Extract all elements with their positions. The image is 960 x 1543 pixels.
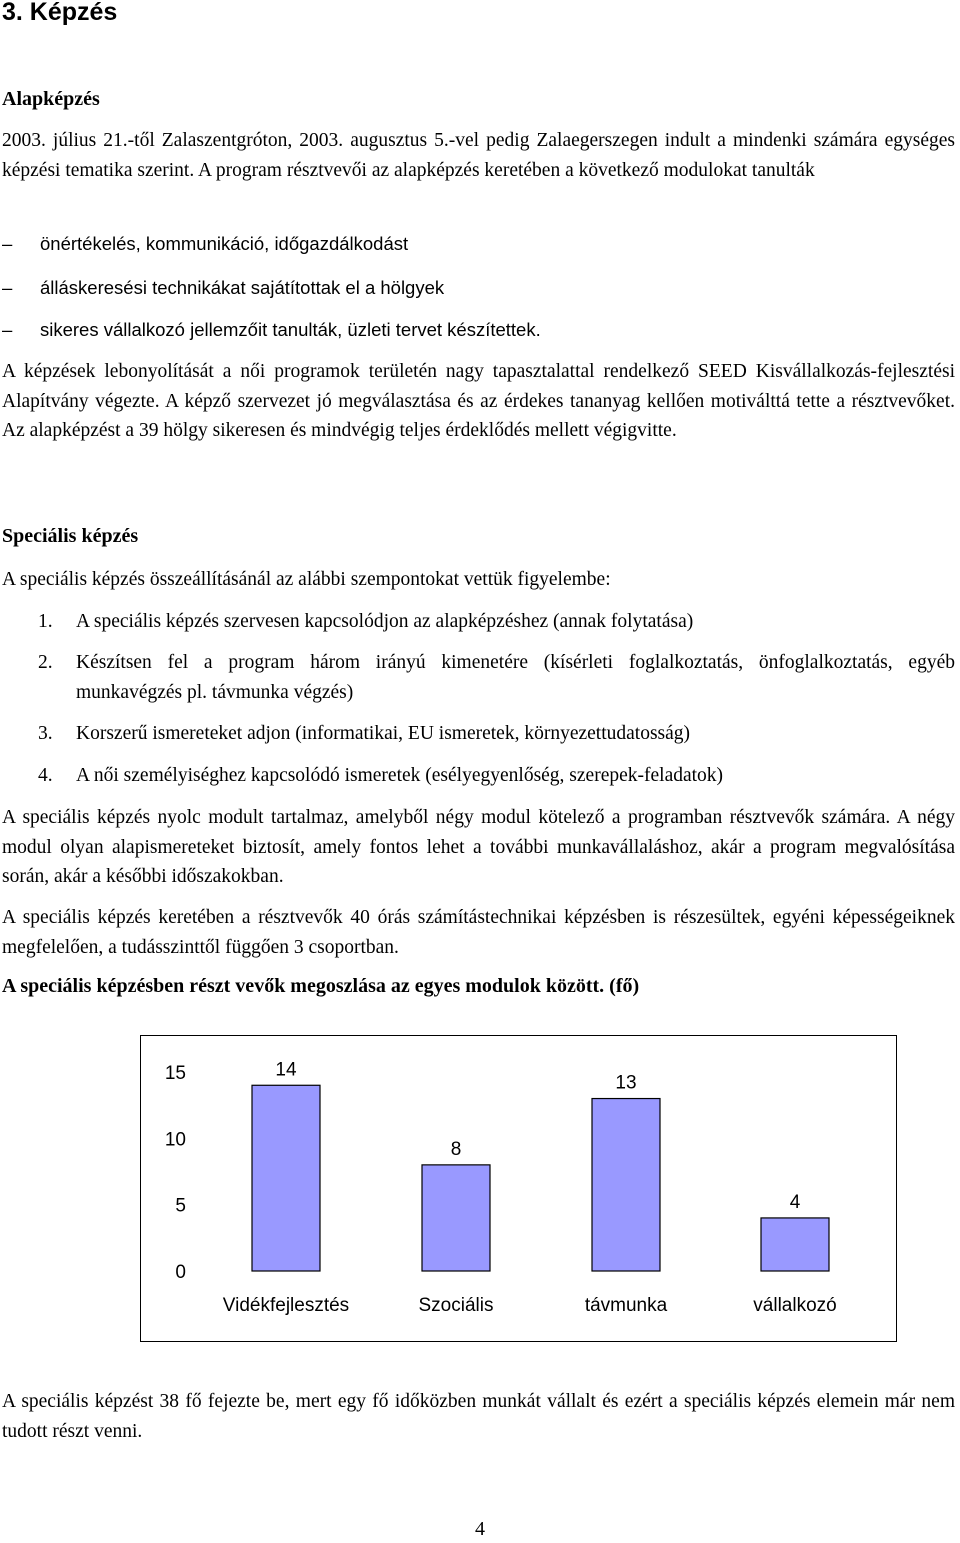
data-label: 14 [275,1059,297,1081]
document-page: 3. Képzés Alapképzés 2003. július 21.-től Zalaszentgróton, 2003. augusztus 5.-vel pedig Zalaegerszegen indult a mindenki számára egységes képzési tematika szerint. A program résztvevői az alapképzés keretében a következő modulokat tanulták – önértékelés, kommunikáció, időgazdálkodást – álláskeresési technikákat sajátítottak el a hölgyek – sikeres vállalkozó jellemzőit tanulták, üzleti tervet készítettek. A képzések lebonyolítását a női programok területén nagy tapasztalattal rendelkező SEED Kisvállalkozás-fejlesztési Alapítvány végezte. A képző szervezet jó megválasztása és az érdekes tananyag kellően motiválttá tette a résztvevőket. Az alapképzést a 39 hölgy sikeresen és mindvégig teljes érdeklődés mellett végigvitte. Speciális képzés A speciális képzés összeállításánál az alábbi szempontokat vettük figyelembe: 1. A speciális képzés szervesen kapcsolódjon az alapképzéshez (annak folytatása) 2. Készítsen fel a program három irányú kimenetére (kísérleti foglalkoztatás, önfoglalkoztatás, egyéb munkavégzés pl. távmunka végzés) 3. Korszerű ismereteket adjon (informatikai, EU ismeretek, környezettudatosság) 4. A női személyiséghez kapcsolódó ismeretek (esélyegyenlőség, szerepek-feladatok) A speciális képzés nyolc modult tartalmaz, amelyből négy modul kötelező a programban résztvevők számára. A négy modul olyan alapismereteket biztosít, amely fontos lehet a további munkavállaláshoz, akár a program megvalósítása során, akár a későbbi időszakokban. A speciális képzés keretében a résztvevők 40 órás számítástechnikai képzésben is részesültek, egyéni képességeiknek megfelelően, a tudásszinttől függően 3 csoportban. A speciális képzésben részt vevők megoszlása az egyes modulok között. (fő) 0 5 10 15 14 Vidékfejlesztés 8 Szociális 13 távmunka 4 vállalkozó A speciális képzést 38 fő fejezte be, mert egy fő időközben munkát vállalt és ezért a speciális képzés elemein már nem tudott részt venni. 4 [0,0,960,1543]
section-heading: 3. Képzés [2,0,118,26]
alap-intro-paragraph: 2003. július 21.-től Zalaszentgróton, 2003. augusztus 5.-vel pedig Zalaegerszegen indult a mindenki számára egységes képzési tematika szerint. A program résztvevői az alapképzés keretében a következő modulokat tanulták [2,130,955,181]
bar [252,1085,320,1271]
y-tick-label: 15 [164,1063,186,1084]
alap-paragraph-2: A képzések lebonyolítását a női programok területén nagy tapasztalattal rendelkező SEED Kisvállalkozás-fejlesztési Alapítvány végezte. A képző szervezet jó megválasztása és az érdekes tananyag kellően motiválttá tette a résztvevőket. Az alapképzést a 39 hölgy sikeresen és mindvégig teljes érdeklődés mellett végigvitte. [2,361,955,441]
y-tick-label: 10 [164,1129,186,1151]
data-label: 13 [615,1072,637,1094]
bar [592,1099,660,1271]
bar [422,1165,490,1271]
item-text: A női személyiséghez kapcsolódó ismeretek (esélyegyenlőség, szerepek-feladatok) [76,765,724,786]
item-text: A speciális képzés szervesen kapcsolódjon az alapképzéshez (annak folytatása) [76,611,694,632]
spec-paragraph-1: A speciális képzés nyolc modult tartalmaz, amelyből négy modul kötelező a programban résztvevők számára. A négy modul olyan alapismereteket biztosít, amely fontos lehet a további munkavállaláshoz, akár a program megvalósítása során, akár a későbbi időszakokban. [2,807,955,887]
item-number: 1. [38,611,53,632]
data-label: 8 [450,1138,462,1160]
bullet-text: sikeres vállalkozó jellemzőit tanulták, üzleti tervet készítettek. [40,319,541,340]
closing-paragraph: A speciális képzést 38 fő fejezte be, mert egy fő időközben munkát vállalt és ezért a speciális képzés elemein már nem tudott részt venni. [2,1391,955,1442]
data-label: 4 [789,1191,801,1213]
bullet-text: álláskeresési technikákat sajátítottak el a hölgyek [40,277,445,298]
item-text: Korszerű ismereteket adjon (informatikai, EU ismeretek, környezettudatosság) [76,723,691,744]
x-tick-label: Vidékfejlesztés [222,1295,350,1316]
item-number: 4. [38,765,53,786]
subheading-alapkepzes: Alapképzés [2,88,100,110]
item-text: Készítsen fel a program három irányú kimenetére (kísérleti foglalkoztatás, önfoglalkoztatás, egyéb munkavégzés pl. távmunka végzés) [76,652,955,703]
chart-heading: A speciális képzésben részt vevők megoszlása az egyes modulok között. (fő) [2,975,640,997]
spec-intro-paragraph: A speciális képzés összeállításánál az alábbi szempontokat vettük figyelembe: [2,569,611,590]
page-number: 4 [475,1518,485,1540]
item-number: 2. [38,652,53,673]
x-tick-label: vállalkozó [753,1295,837,1316]
spec-paragraph-2: A speciális képzés keretében a résztvevők 40 órás számítástechnikai képzésben is részesültek, egyéni képességeiknek megfelelően, a tudásszinttől függően 3 csoportban. [2,907,955,958]
y-tick-label: 5 [175,1195,186,1217]
subheading-specialis: Speciális képzés [2,525,139,547]
x-tick-label: Szociális [418,1295,494,1316]
bullet-text: önértékelés, kommunikáció, időgazdálkodást [40,233,409,254]
x-tick-label: távmunka [584,1295,668,1316]
y-tick-label: 0 [175,1262,186,1283]
item-number: 3. [38,723,53,744]
bar [761,1218,829,1271]
bar-chart [140,1035,897,1342]
